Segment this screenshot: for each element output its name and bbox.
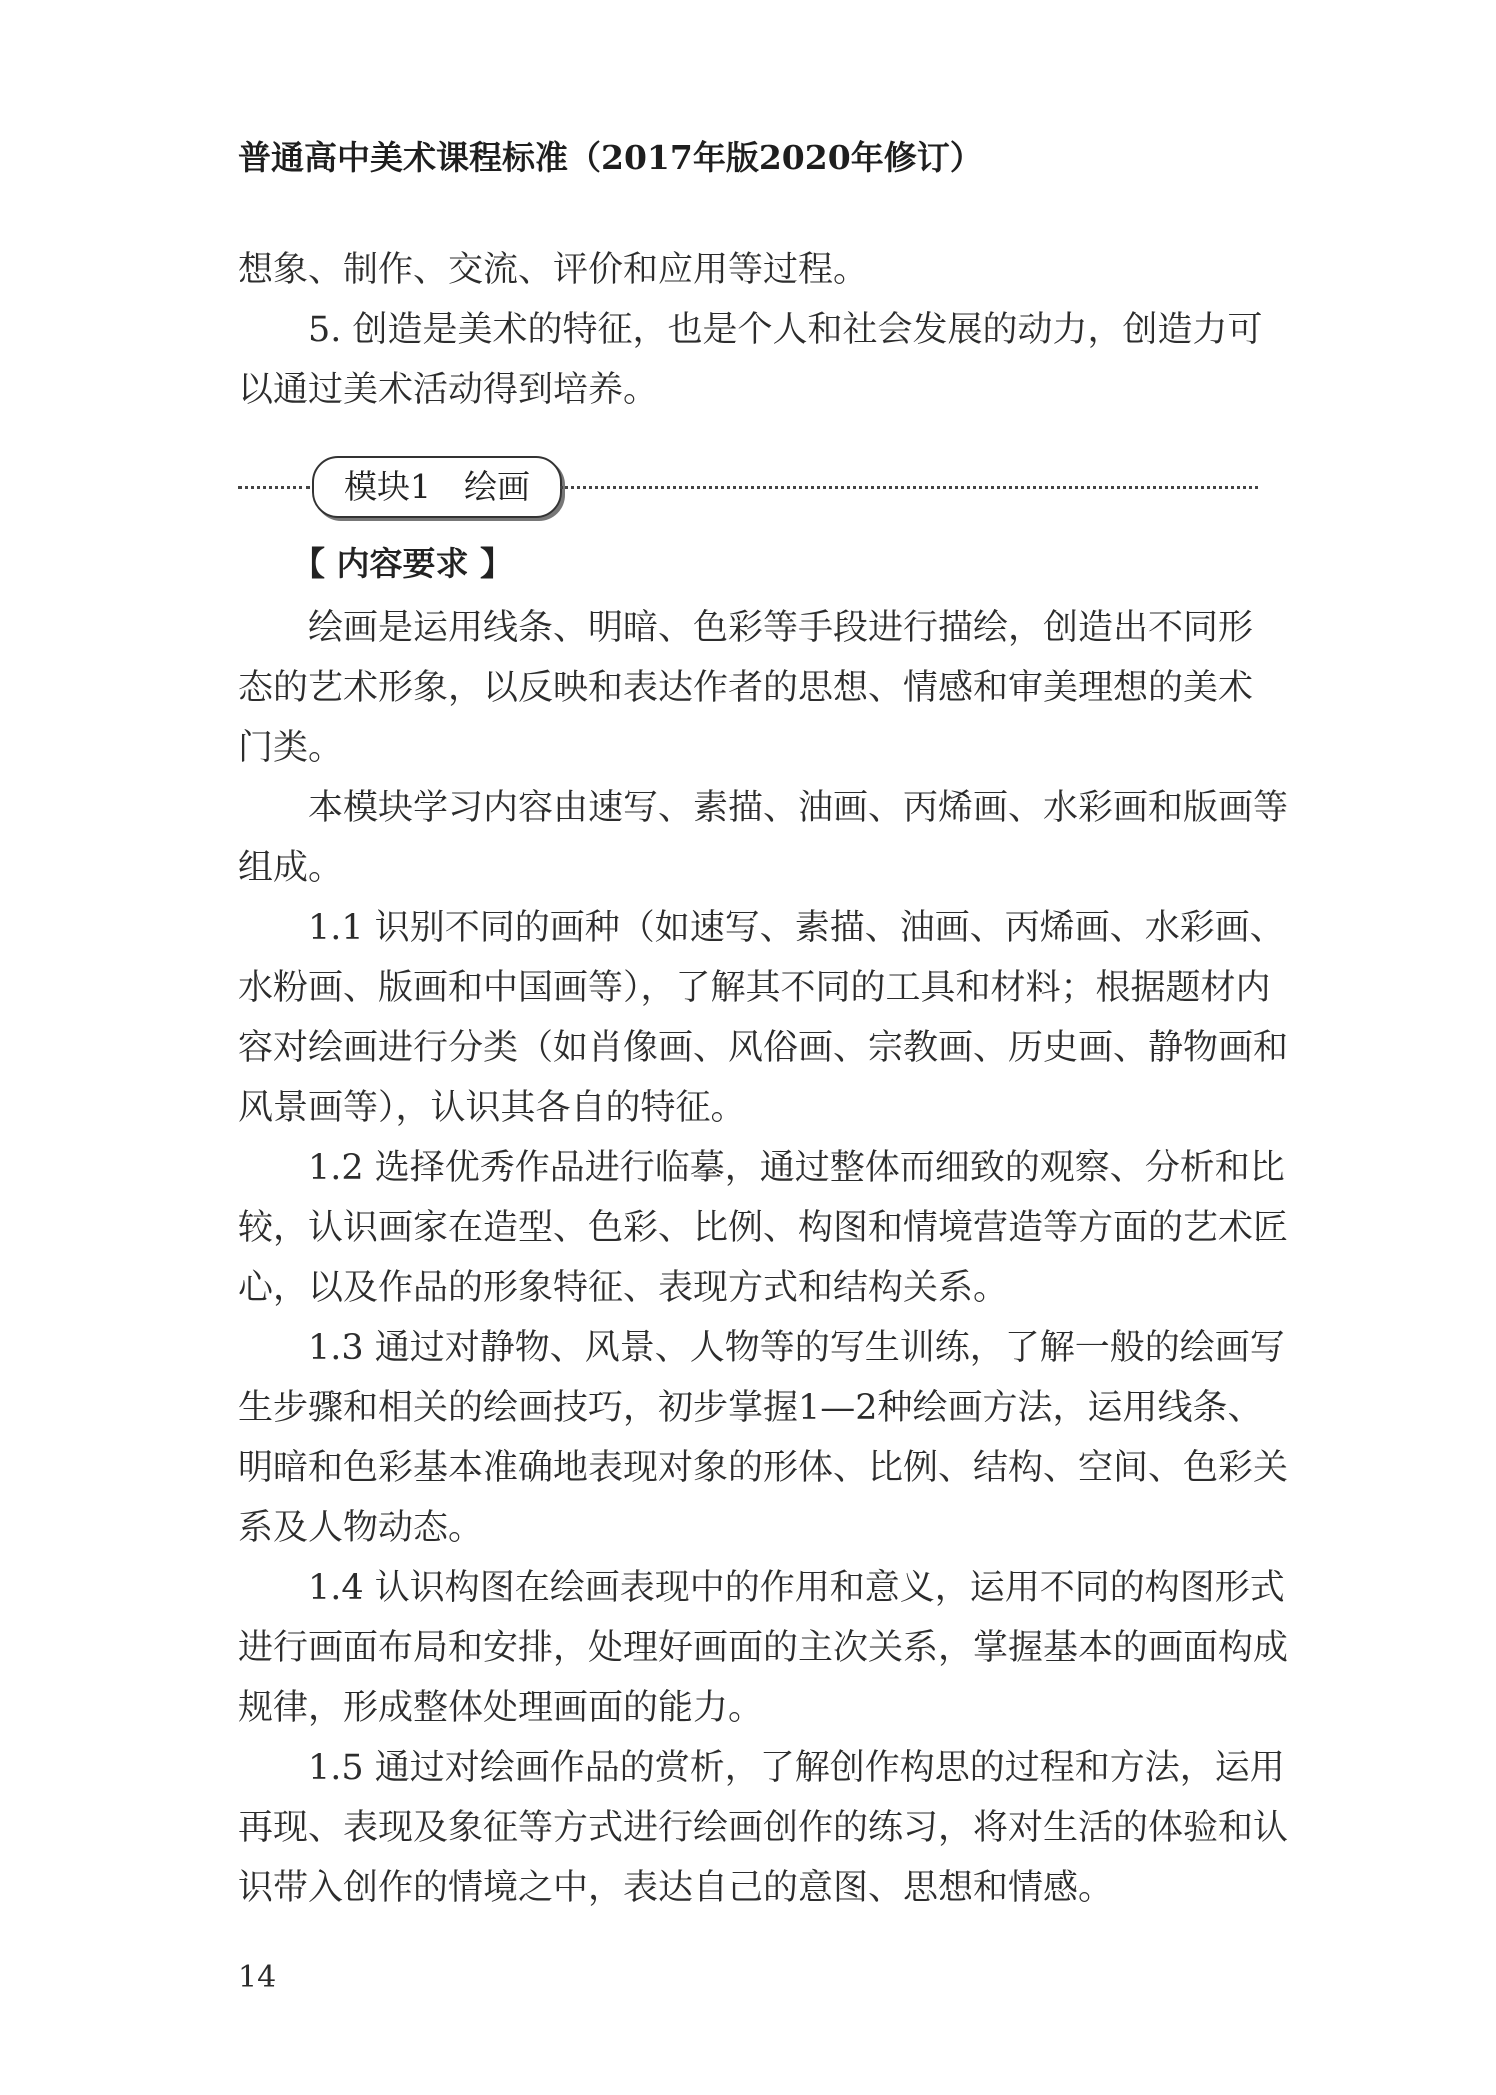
body-line: 容对绘画进行分类（如肖像画、风俗画、宗教画、历史画、静物画和 [238, 1028, 1289, 1068]
body-line: 心，以及作品的形象特征、表现方式和结构关系。 [238, 1268, 1009, 1308]
page-number: 14 [238, 1960, 277, 1995]
body-line: 识带入创作的情境之中，表达自己的意图、思想和情感。 [238, 1868, 1114, 1908]
body-line: 规律，形成整体处理画面的能力。 [238, 1688, 764, 1728]
body-line: 门类。 [238, 728, 344, 768]
body-line: 1.4 认识构图在绘画表现中的作用和意义，运用不同的构图形式 [308, 1568, 1285, 1608]
body-line: 1.1 识别不同的画种（如速写、素描、油画、丙烯画、水彩画、 [308, 908, 1285, 948]
body-line: 风景画等），认识其各自的特征。 [238, 1088, 746, 1128]
body-line: 1.2 选择优秀作品进行临摹，通过整体而细致的观察、分析和比 [308, 1148, 1285, 1188]
body-line: 绘画是运用线条、明暗、色彩等手段进行描绘，创造出不同形 [308, 608, 1254, 648]
body-line: 1.5 通过对绘画作品的赏析，了解创作构思的过程和方法，运用 [308, 1748, 1285, 1788]
running-header: 普通高中美术课程标准（2017年版2020年修订） [238, 138, 983, 177]
intro-line: 想象、制作、交流、评价和应用等过程。 [238, 250, 869, 290]
body-line: 水粉画、版画和中国画等），了解其不同的工具和材料；根据题材内 [238, 968, 1271, 1008]
body-line: 1.3 通过对静物、风景、人物等的写生训练，了解一般的绘画写 [308, 1328, 1285, 1368]
dotted-rule-left [238, 486, 310, 489]
body-line: 较，认识画家在造型、色彩、比例、构图和情境营造等方面的艺术匠 [238, 1208, 1289, 1248]
body-line: 系及人物动态。 [238, 1508, 484, 1548]
intro-line: 5. 创造是美术的特征，也是个人和社会发展的动力，创造力可 [308, 310, 1263, 350]
body-line: 本模块学习内容由速写、素描、油画、丙烯画、水彩画和版画等 [308, 788, 1289, 828]
dotted-rule-right [560, 486, 1258, 489]
intro-line: 以通过美术活动得到培养。 [238, 370, 659, 410]
module-title-box: 模块1 绘画 [312, 456, 562, 518]
body-line: 进行画面布局和安排，处理好画面的主次关系，掌握基本的画面构成 [238, 1628, 1289, 1668]
body-line: 明暗和色彩基本准确地表现对象的形体、比例、结构、空间、色彩关 [238, 1448, 1289, 1488]
section-heading: 【 内容要求 】 [292, 544, 513, 583]
body-line: 态的艺术形象，以反映和表达作者的思想、情感和审美理想的美术 [238, 668, 1254, 708]
body-line: 生步骤和相关的绘画技巧，初步掌握1—2种绘画方法，运用线条、 [238, 1388, 1263, 1428]
body-line: 组成。 [238, 848, 344, 888]
body-line: 再现、表现及象征等方式进行绘画创作的练习，将对生活的体验和认 [238, 1808, 1289, 1848]
